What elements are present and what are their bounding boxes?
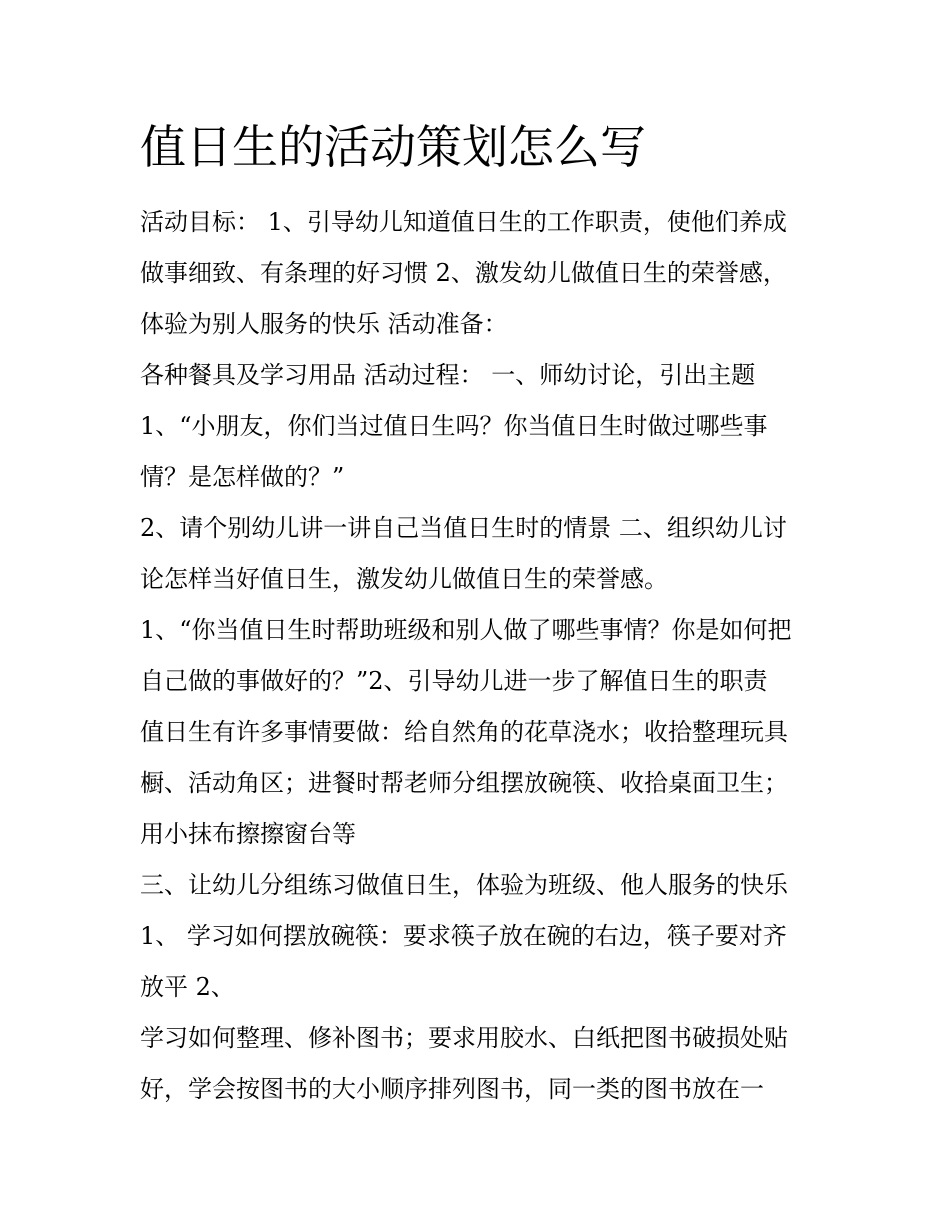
document-body	[140, 197, 820, 1115]
body-line: 橱、活动角区；进餐时帮老师分组摆放碗筷、收拾桌面卫生；	[140, 769, 788, 797]
body-line: 用小抹布擦擦窗台等	[140, 820, 356, 848]
body-line: 1、“你当值日生时帮助班级和别人做了哪些事情？你是如何把	[140, 616, 792, 644]
body-line: 放平 2、	[140, 973, 235, 1001]
body-line: 值日生有许多事情要做：给自然角的花草浇水；收拾整理玩具	[140, 718, 788, 746]
body-line: 论怎样当好值日生，激发幼儿做值日生的荣誉感。	[140, 565, 668, 593]
body-line: 自己做的事做好的？”2、引导幼儿进一步了解值日生的职责	[140, 667, 768, 695]
body-line: 1、 学习如何摆放碗筷：要求筷子放在碗的右边，筷子要对齐	[140, 922, 787, 950]
body-line: 各种餐具及学习用品 活动过程： 一、师幼讨论，引出主题	[140, 361, 756, 389]
body-line: 1、“小朋友，你们当过值日生吗？你当值日生时做过哪些事	[140, 412, 768, 440]
body-line: 情？是怎样做的？”	[140, 463, 345, 491]
body-line: 学习如何整理、修补图书；要求用胶水、白纸把图书破损处贴	[140, 1024, 788, 1052]
document-title: 值日生的活动策划怎么写	[140, 120, 646, 174]
body-line: 做事细致、有条理的好习惯 2、激发幼儿做值日生的荣誉感，	[140, 259, 787, 287]
body-line: 好，学会按图书的大小顺序排列图书，同一类的图书放在一	[140, 1075, 764, 1103]
body-line: 2、请个别幼儿讲一讲自己当值日生时的情景 二、组织幼儿讨	[140, 514, 787, 542]
body-line: 三、让幼儿分组练习做值日生，体验为班级、他人服务的快乐	[140, 871, 788, 899]
body-line: 体验为别人服务的快乐 活动准备：	[140, 310, 508, 338]
body-line: 活动目标： 1、引导幼儿知道值日生的工作职责，使他们养成	[140, 208, 787, 236]
